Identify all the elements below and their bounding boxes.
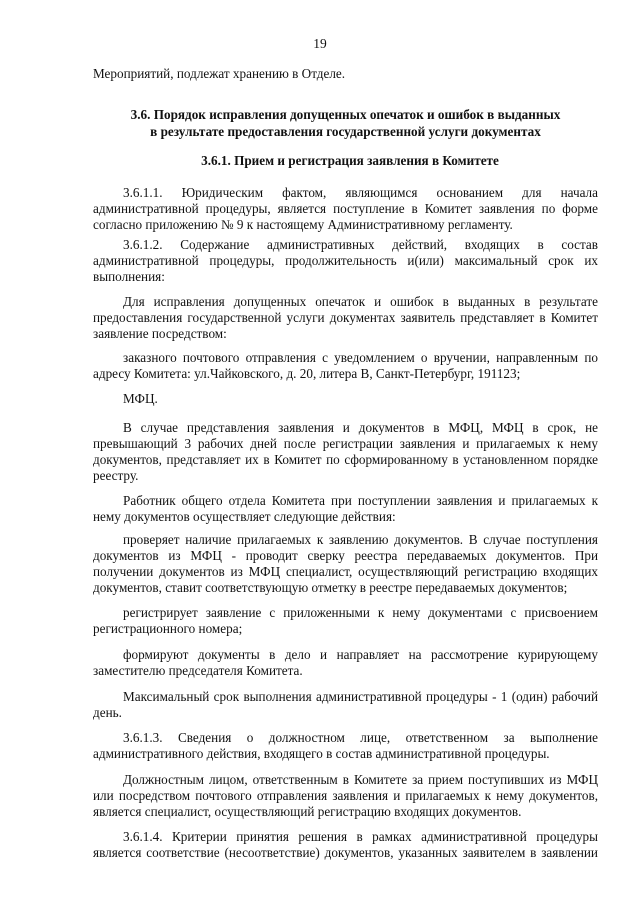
paragraph-mfc: МФЦ. — [123, 391, 158, 406]
section-heading-line-2: в результате предоставления государственной услуги документах — [150, 124, 541, 139]
paragraph-check-documents: проверяет наличие прилагаемых к заявлению документов. В случае поступления документов из МФЦ - проводит сверку реестра передаваемых документов. При получении документов из МФЦ специалист, осуществляющий регистрацию входящих документов, ставит соответствующую отметку в реестре передаваемых документов; — [93, 532, 598, 595]
paragraph-form-case: формируют документы в дело и направляет на рассмотрение курирующему заместителю председателя Комитета. — [93, 647, 598, 678]
subsection-heading: 3.6.1. Прием и регистрация заявления в Комитете — [201, 153, 499, 168]
paragraph-3-6-1-3: 3.6.1.3. Сведения о должностном лице, ответственном за выполнение административного действия, входящего в состав административной процедуры. — [93, 730, 598, 761]
opening-line: Мероприятий, подлежат хранению в Отделе. — [93, 66, 346, 81]
paragraph-register-application: регистрирует заявление с приложенными к нему документами с присвоением регистрационного номера; — [93, 605, 598, 636]
paragraph-3-6-1-4: 3.6.1.4. Критерии принятия решения в рамках административной процедуры является соответствие (несоответствие) документов, указанных заявителем в заявлении — [93, 829, 598, 860]
section-heading-line-1: 3.6. Порядок исправления допущенных опечаток и ошибок в выданных — [130, 107, 561, 122]
paragraph-max-term: Максимальный срок выполнения административной процедуры - 1 (один) рабочий день. — [93, 689, 598, 720]
paragraph-correction-request: Для исправления допущенных опечаток и ошибок в выданных в результате предоставления государственной услуги документах заявитель представляет в Комитет заявление посредством: — [93, 294, 598, 341]
paragraph-general-department: Работник общего отдела Комитета при поступлении заявления и прилагаемых к нему документов осуществляет следующие действия: — [93, 493, 598, 524]
paragraph-postal-mail: заказного почтового отправления с уведомлением о вручении, направленным по адресу Комитета: ул.Чайковского, д. 20, литера В, Санкт-Петербург, 191123; — [93, 350, 598, 381]
paragraph-3-6-1-2: 3.6.1.2. Содержание административных действий, входящих в состав административной процедуры, продолжительность и(или) максимальный срок их выполнения: — [93, 237, 598, 284]
paragraph-3-6-1-1: 3.6.1.1. Юридическим фактом, являющимся основанием для начала административной процедуры, является поступление в Комитет заявления по форме согласно приложению № 9 к настоящему Административному регламенту. — [93, 185, 598, 232]
paragraph-mfc-submission: В случае представления заявления и документов в МФЦ, МФЦ в срок, не превышающий 3 рабочих дней после регистрации заявления и прилагаемых к нему документов, представляет их в Комитет по сформированному в установленном порядке реестру. — [93, 420, 598, 483]
page-number: 19 — [313, 36, 327, 51]
paragraph-responsible-official: Должностным лицом, ответственным в Комитете за прием поступивших из МФЦ или посредством почтового отправления заявления и прилагаемых к нему документов, является специалист, осуществляющий регистрацию входящих документов. — [93, 772, 598, 819]
